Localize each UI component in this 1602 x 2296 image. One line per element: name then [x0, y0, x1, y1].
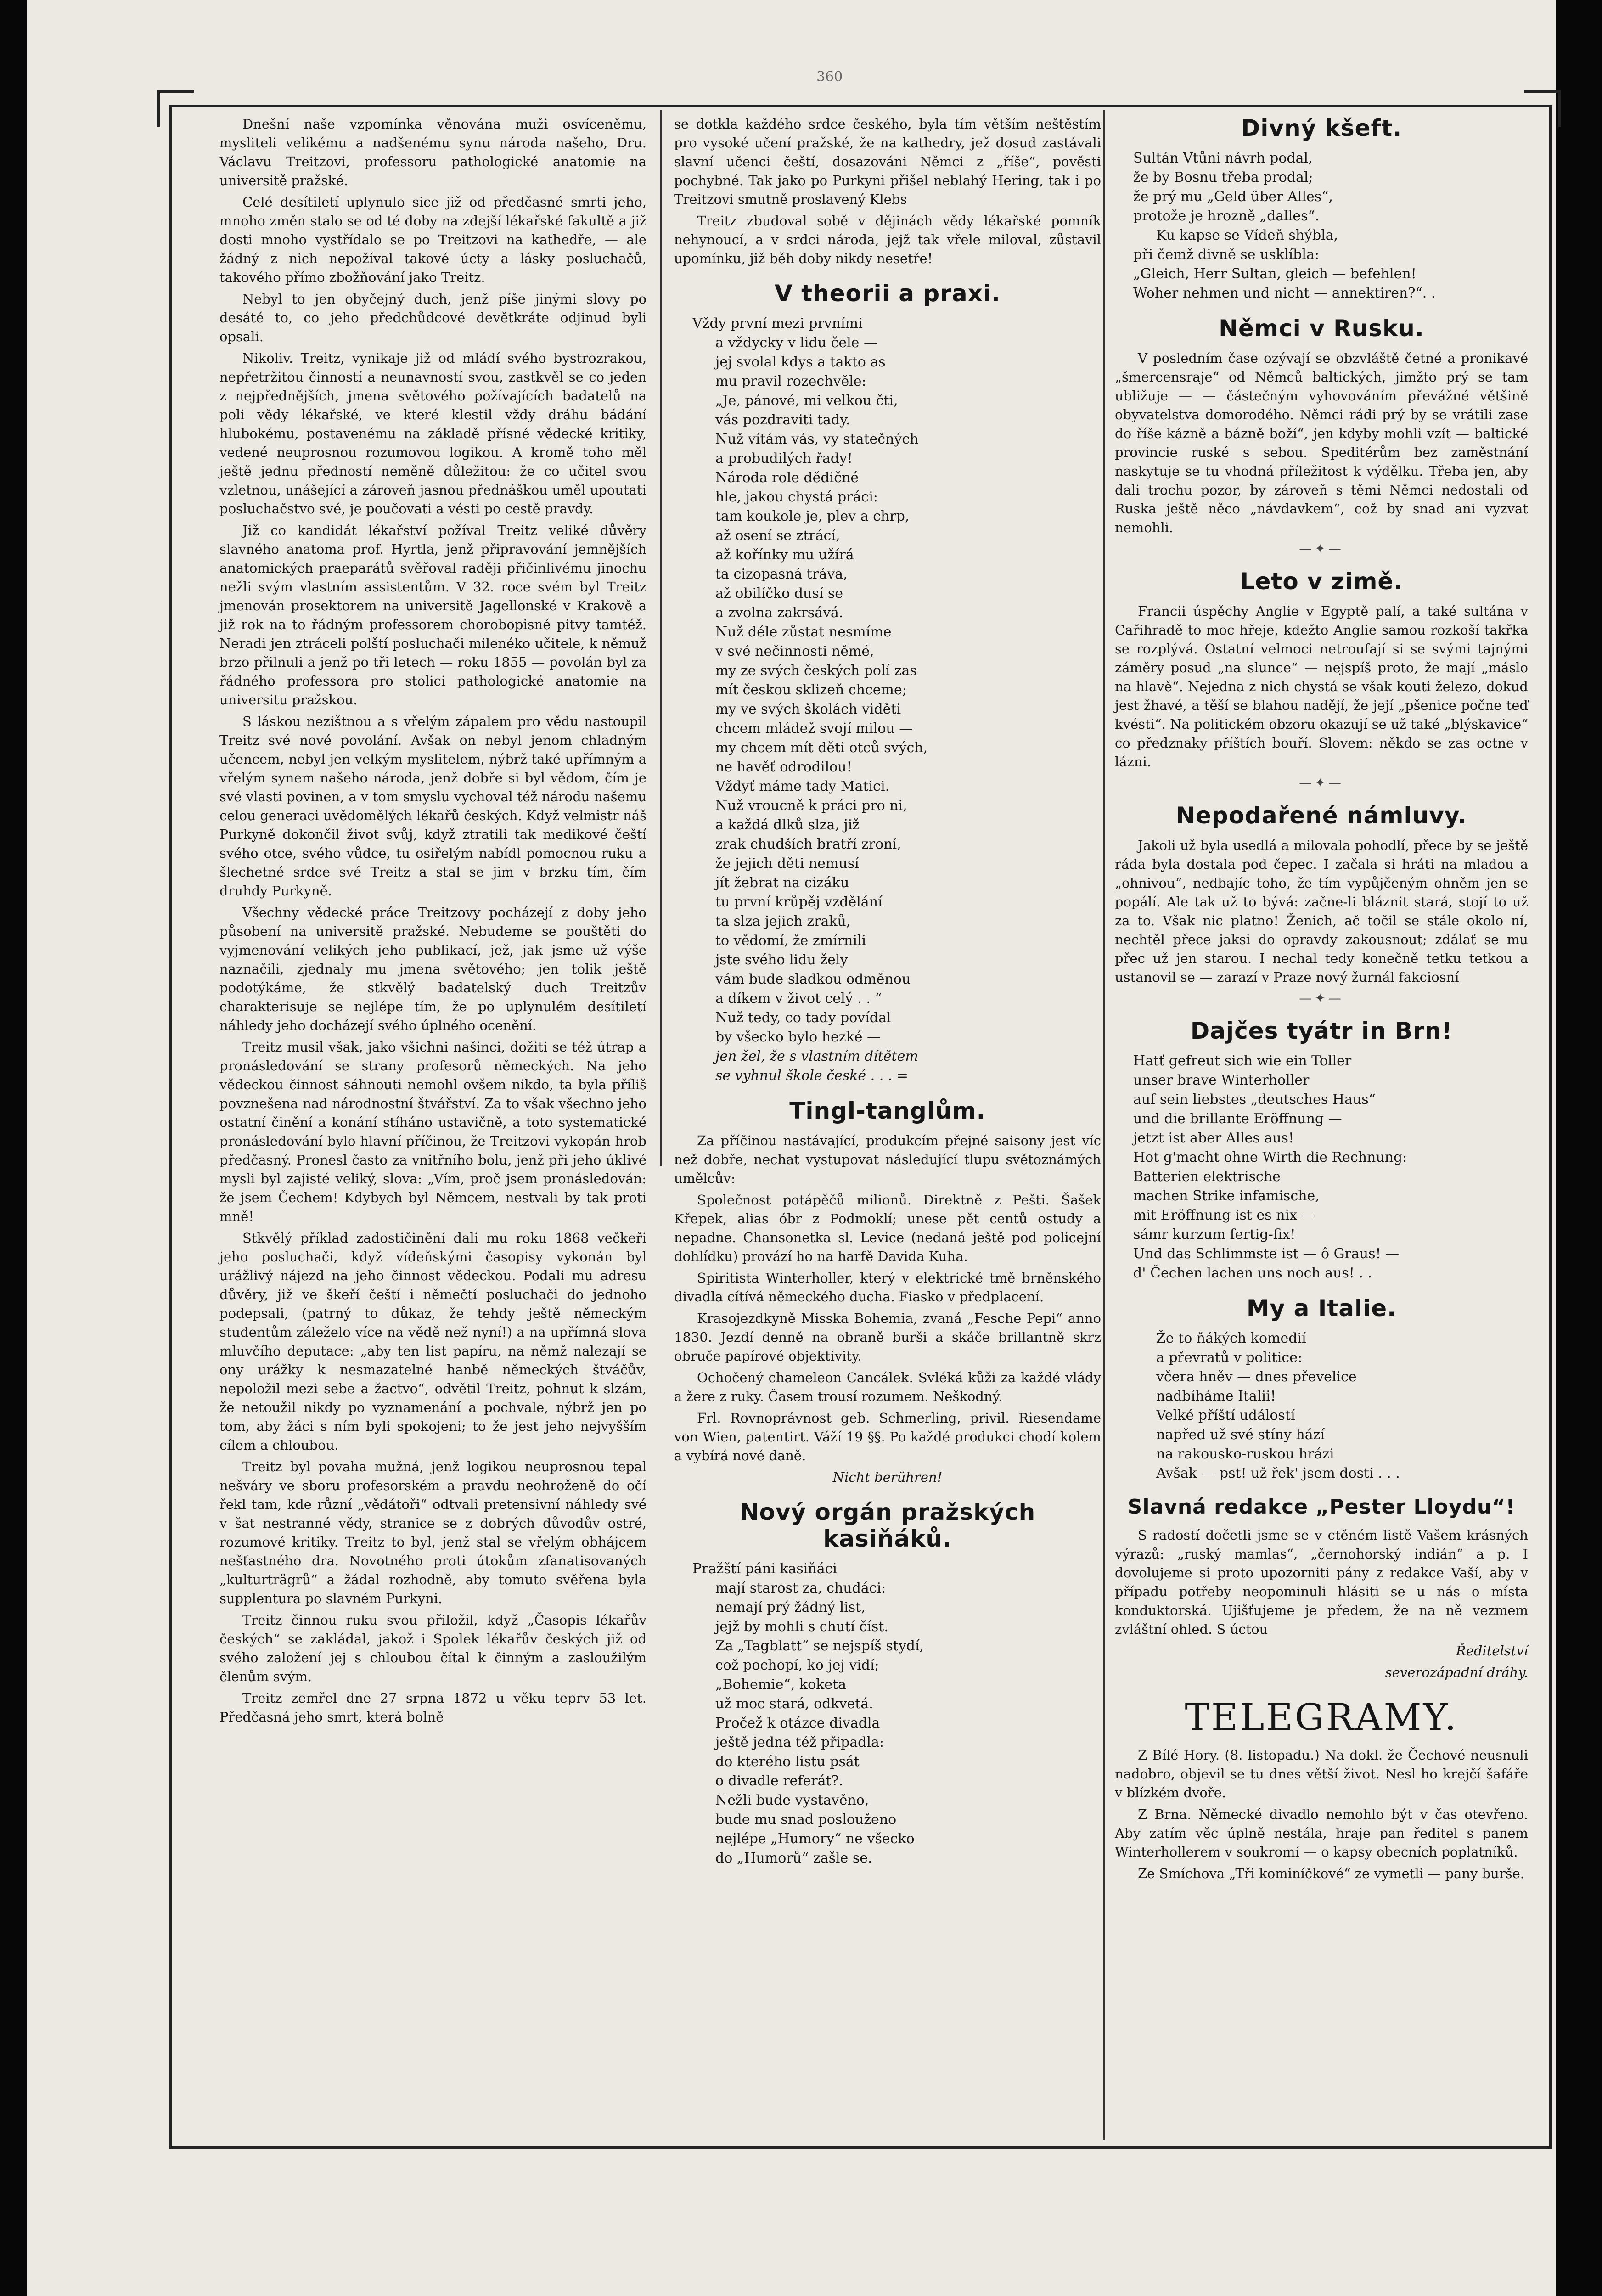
telegram-item: Ze Smíchova „Tři kominíčkové“ ze vymetli — pany burše.	[1138, 1866, 1524, 1881]
verse-line: Za „Tagblatt“ se nejspíš stydí,	[715, 1638, 924, 1654]
verse-line: Sultán Vtůni návrh podal,	[1133, 150, 1313, 166]
section-title-theory: V theorii a praxi.	[775, 280, 1001, 307]
verse-line: až osení se ztrácí,	[715, 528, 840, 544]
tingl-sign-off: Nicht berühren!	[832, 1469, 943, 1485]
frame-corner-ornament	[157, 90, 194, 127]
verse-line: by všecko bylo hezké —	[715, 1029, 881, 1045]
verse-line: Nežli bude vystavěno,	[715, 1792, 869, 1808]
verse-line: und die brillante Eröffnung —	[1133, 1111, 1342, 1127]
verse-line: Pročež k otázce divadla	[715, 1715, 880, 1731]
verse-line: Und das Schlimmste ist — ô Graus! —	[1133, 1246, 1400, 1262]
column-middle	[674, 115, 1101, 1868]
article-paragraph: Již co kandidát lékařství požíval Treitz veliké důvěry slavného anatoma prof. Hyrtla, jenž připravování jemnějších anatomických praeparátů svěřoval raději přičinlivému jinochu nežli svým vlastním assistentům. V 32. roce svém byl Treitz jmenován prosektorem na universitě Jagellonské v Krakově a již rok na to řádným professorem chorobopisné pitvy tamtéž. Neradi jen ztráceli polští posluchači milenéko učitele, k němuž brzo přilnuli a jenž po tři letech — roku 1855 — povolán byl za řádného professora pro stolici pathologické anatomie na universitu pražskou.	[219, 523, 646, 708]
verse-line: ne havěť odrodilou!	[715, 759, 852, 775]
article-paragraph: V posledním čase ozývají se obzvláště četné a pronikavé „šmercensraje“ od Němců baltických, jimžto prý se tam ubližuje — — částečným vyhovováním převážné většině obyvatelstva domorodého. Němci rádi prý by se vrátili zase do říše kázně a bázně boží“, jen kdyby mohli vzít — baltické provincie ruské s sebou. Speditérům bez zaměstnání naskytuje se tu vhodná příležitost k výdělku. Třeba jen, aby dali trochu pozor, by zároveň s těmi Němci nedostali od Ruska ještě něco „návdavkem“, což by snad ani vyzvat nemohli.	[1115, 350, 1528, 535]
signature-line: Ředitelství	[1456, 1643, 1528, 1659]
article-paragraph: Celé desítiletí uplynulo sice již od předčasné smrti jeho, mnoho změn stalo se od té doby na zdejší lékařské fakultě a již dosti mnoho vystřídalo se po Treitzovi na kathedře, — ale žádný z nich nepožíval takové úcty a lásky posluchačů, takového přímo zbožňování jako Treitz.	[219, 194, 646, 285]
verse-line: jít žebrat na cizáku	[715, 875, 849, 891]
column-right	[1115, 115, 1528, 1886]
verse-line: Pražští páni kasiňáci	[692, 1561, 837, 1577]
article-paragraph: Treitz činnou ruku svou přiložil, když „Časopis lékařův českých“ se zakládal, jakož i Spolek lékařův českých již od svého založení jej s chloubou čítal k činným a zasloužilým členům svým.	[219, 1612, 646, 1684]
page-number: 360	[816, 69, 843, 85]
verse-line: Nuž vítám vás, vy statečných	[715, 431, 919, 447]
verse-line: že prý mu „Geld über Alles“,	[1133, 189, 1333, 205]
section-title-dajces: Dajčes tyátr in Brn!	[1190, 1018, 1453, 1044]
verse-line: že by Bosnu třeba prodal;	[1133, 169, 1313, 186]
verse-line: už moc stará, odkvetá.	[715, 1696, 873, 1712]
poem-italie	[1115, 1329, 1528, 1483]
article-paragraph: S láskou nezištnou a s vřelým zápalem pro vědu nastoupil Treitz své nové povolání. Avšak on nebyl jenom chladným učencem, nebyl jen velkým myslitelem, nýbrž také upřímným a vřelým synem našeho národa, jenž dobře si byl vědom, čím je své vlasti povinen, a v tom smyslu vychoval též národu našemu celou generaci uvědomělých lékařů českých. Když velmistr náš Purkyně dokončil život svůj, když ztratili tak medikové čeští svého otce, svého vůdce, tu osiřelým nabídl pomocnou ruku a šlechetné srdce své Treitz a stal se jim v brzku tím, čím druhdy Purkyně.	[219, 714, 646, 899]
verse-line: na rakousko-ruskou hrázi	[1156, 1446, 1334, 1462]
ornament-divider: —✦—	[1299, 541, 1344, 556]
verse-line: mít českou sklizeň chceme;	[715, 682, 907, 698]
poem-theory	[674, 314, 1101, 1086]
frame-bottom-rule	[169, 2146, 1552, 2149]
verse-line: Woher nehmen und nicht — annektiren?“. .	[1133, 285, 1436, 301]
verse-line: do „Humorů“ zašle se.	[715, 1850, 872, 1866]
section-title-pester: Slavná redakce „Pester Lloydu“!	[1127, 1495, 1516, 1519]
verse-line: „Je, pánové, mi velkou čti,	[715, 393, 898, 409]
article-paragraph: Ochočený chameleon Cancálek. Svléká kůži za každé vlády a žere z ruky. Časem trousí rozumem. Neškodný.	[674, 1370, 1101, 1404]
verse-line: a každá dlků slza, již	[715, 817, 860, 833]
verse-line: ještě jedna též připadla:	[715, 1734, 884, 1750]
article-paragraph: Společnost potápěčů milionů. Direktně z Pešti. Šašek Křepek, alias óbr z Podmoklí; unese pět centů ostudy a nepadne. Chansonetka sl. Levice (nedaná ještě pod policejní dohlídku) provází ho na harfě Davida Kuha.	[674, 1192, 1101, 1264]
article-paragraph: Treitz musil však, jako všichni našinci, dožiti se též útrap a pronásledování se strany profesorů německých. Na jeho vědeckou činnost sáhnouti nemohl ovšem nikdo, ta byla příliš povznešena nad národnostní štvářství. Za to však všechno jeho ostatní činění a konání stíháno ustavičně, a toto systematické pronásledování bylo hlavní příčinou, že Treitzovi vykopán hrob předčasný. Pronesl často za vnitřního bolu, jenž při jeho úklivé mysli byl zajisté veliký, slova: „Vím, proč jsem pronásledován: že jsem Čechem! Kdybych byl Němcem, nestvali by tak proti mně!	[219, 1039, 646, 1224]
article-paragraph: Nikoliv. Treitz, vynikaje již od mládí svého bystrozrakou, nepřetržitou činností a neunavností svou, zastkvěl se co jeden z nejpřednějších, jmena světového požívajících badatelů na poli vědy lékařské, ve které klestil vždy dráhu bádání hlubokému, postavenému na základě přísné vědecké kritiky, vedené neuprosnou rozumovou logikou. A kromě toho měl ještě jednu předností neměně důležitou: že co učitel svou vzletnou, unášející a zároveň jasnou přednáškou uměl upoutati posluchačstvo své, je poučovati a vésti po cestě pravdy.	[219, 350, 646, 517]
verse-line: mu pravil rozechvěle:	[715, 373, 866, 389]
verse-line: my ze svých českých polí zas	[715, 663, 917, 679]
verse-line: Batterien elektrische	[1133, 1169, 1281, 1185]
article-paragraph: Za příčinou nastávající, produkcím přejné saisony jest víc než dobře, nechat vystupovat následující tlupu světoznámých umělcův:	[674, 1133, 1101, 1186]
article-continuation: Treitz zbudoval sobě v dějinách vědy lékařské pomník nehynoucí, a v srdci národa, jejž tak vřele miloval, zůstavil upomínku, již běh doby nikdy nesetře!	[674, 213, 1101, 266]
frame-left-rule	[169, 105, 172, 2148]
article-paragraph: Jakoli už byla usedlá a milovala pohodlí, přece by se ještě ráda byla dostala pod čepec. I začala si hráti na mladou a „ohnivou“, nedbajíc toho, že tím vypůjčeným ohněm jen se popálí. Ale tak už to bývá: začne-li bláznit stará, stojí to už za to. Však nic platno! Ženich, ač točil se stále okolo ní, nechtěl přece jaksi do opravdy zakousnout; zdálať se mu přec už jen starou. I nechal tedy konečně tetku tetkou a ustanovil se — zarazí v Praze nový žurnál fakciosní	[1115, 838, 1528, 985]
verse-line: Vždy první mezi prvními	[692, 315, 863, 332]
telegram-item: Z Bílé Hory. (8. listopadu.) Na dokl. že Čechové neusnuli nadobro, objevil se tu dnes větší život. Nesl ho krejčí šafáře v blízkém dvoře.	[1115, 1747, 1528, 1801]
poem-dajces	[1115, 1052, 1528, 1283]
verse-line: d' Čechen lachen uns noch aus! . .	[1133, 1265, 1372, 1281]
verse-line: Ku kapse se Vídeň shýbla,	[1156, 227, 1338, 243]
verse-line: mají starost za, chudáci:	[715, 1580, 886, 1596]
verse-line: hle, jakou chystá práci:	[715, 489, 878, 505]
section-title-divny: Divný kšeft.	[1241, 115, 1402, 141]
verse-line: machen Strike infamische,	[1133, 1188, 1320, 1204]
poem-organ	[674, 1559, 1101, 1868]
verse-line: a převratů v politice:	[1156, 1350, 1303, 1366]
verse-line: a vždycky v lidu čele —	[715, 335, 877, 351]
section-title-organ: Nový orgán pražských kasiňáků.	[739, 1499, 1036, 1552]
verse-line: Hot g'macht ohne Wirth die Rechnung:	[1133, 1149, 1407, 1165]
frame-right-rule	[1549, 105, 1552, 2148]
article-paragraph: Dnešní naše vzpomínka věnována muži osvíceněmu, mysliteli velikému a nadšenému synu národa našeho, Dru. Václavu Treitzovi, professoru pathologické anatomie na universitě pražské.	[219, 116, 646, 188]
verse-line: Nuž vroucně k práci pro ni,	[715, 798, 907, 814]
section-title-tingl: Tingl-tanglům.	[789, 1097, 986, 1124]
verse-line: Hatť gefreut sich wie ein Toller	[1133, 1053, 1352, 1069]
verse-line: auf sein liebstes „deutsches Haus“	[1133, 1092, 1376, 1108]
verse-line: my chcem mít děti otců svých,	[715, 740, 928, 756]
poem-divny	[1115, 149, 1528, 303]
article-paragraph: Francii úspěchy Anglie v Egyptě palí, a také sultána v Cařihradě to moc hřeje, kdežto Anglie samou rozkoší takřka se rozplývá. Ostatní velmoci netroufají si se svými tajnými záměry posud „na slunce“ — nejspíš proto, že mají „máslo na hlavě“. Nejedna z nich chystá se však kouti železo, dokud jest žhavé, a těší se blahou nadějí, že její „pšenice počne teď kvésti“. Na politickém obzoru okazují se už také „blýskavice“ co předznaky příštích bouří. Slovem: někdo se zas octne v lázni.	[1115, 603, 1528, 770]
verse-line: zrak chudších bratří zroní,	[715, 836, 901, 852]
article-paragraph: Treitz byl povaha mužná, jenž logikou neuprosnou tepal nešváry ve sboru profesorském a pravdu neohroženě do očí řekl tam, kde různí „vědátoři“ odtvali pretensivní náhledy své v šat nestranné vědy, stranice se z dobrých důvodův ostré, rozumové kritiky. Treitz to byl, jenž stal se vřelým obhájcem nešťastného dra. Novotného proti útokům zfanatisovaných „kulturträgrů“ a žádal rozhodně, aby tomuto svěřena byla supplentura po slavném Purkyni.	[219, 1459, 646, 1606]
verse-line: jejž by mohli s chutí číst.	[715, 1619, 888, 1635]
column-rule	[1103, 110, 1105, 2140]
verse-line: vás pozdraviti tady.	[715, 412, 850, 428]
verse-line: Nuž tedy, co tady povídal	[715, 1010, 891, 1026]
verse-line: včera hněv — dnes převelice	[1156, 1369, 1357, 1385]
article-paragraph: S radostí dočetli jsme se v ctěném listě Vašem krásných výrazů: „ruský mamlas“, „černohorský indián“ a p. I dovolujeme si proto upozorniti pány z redakce Vaší, aby v případu potřeby neopominuli hlásiti se u nás o místa konduktorská. Ujišťujeme je předem, že na ně vezmem zvláštní ohled. S úctou	[1115, 1527, 1528, 1637]
verse-line: „Gleich, Herr Sultan, gleich — befehlen!	[1133, 266, 1417, 282]
verse-line: v své nečinnosti němé,	[715, 643, 874, 659]
verse-line: se vyhnul škole české . . . =	[715, 1068, 908, 1084]
verse-line: což pochopí, ko jej vidí;	[715, 1657, 879, 1673]
newspaper-page	[27, 0, 1556, 2296]
article-paragraph: Frl. Rovnoprávnost geb. Schmerling, privil. Riesendame von Wien, patentirt. Váží 19 §§. Po každé produkci chodí kolem a vybírá nové daně.	[674, 1410, 1101, 1463]
verse-line: tu první krůpěj vzdělání	[715, 894, 883, 910]
verse-line: jej svolal kdys a takto as	[715, 354, 886, 370]
ornament-divider: —✦—	[1299, 990, 1344, 1006]
verse-line: až kořínky mu užírá	[715, 547, 854, 563]
article-paragraph: Krasojezdkyně Misska Bohemia, zvaná „Fesche Pepi“ anno 1830. Jezdí denně na obraně burši a skáče brillantně skrz obruče papírové objektivity.	[674, 1311, 1101, 1364]
verse-line: nemají prý žádný list,	[715, 1599, 866, 1615]
verse-line: vám bude sladkou odměnou	[715, 971, 911, 987]
verse-line: unser brave Winterholler	[1133, 1072, 1310, 1088]
verse-line: „Bohemie“, koketa	[715, 1677, 847, 1693]
verse-line: jetzt ist aber Alles aus!	[1133, 1130, 1294, 1146]
verse-line: mit Eröffnung ist es nix —	[1133, 1207, 1315, 1223]
verse-line: Že to ňákých komedií	[1156, 1330, 1306, 1346]
column-rule	[660, 110, 662, 1166]
verse-line: do kterého listu psát	[715, 1754, 860, 1770]
column-treitz-article	[219, 115, 646, 1729]
verse-line: a probudilých řady!	[715, 450, 853, 467]
article-paragraph: Stkvělý příklad zadostičinění dali mu roku 1868 večkeři jeho posluchači, když vídeňskými časopisy vykonán byl urážlivý nájezd na jeho činnost vědeckou. Podali mu adresu důvěry, již ve škeří čeští i němečtí posluchači do jednoho podepsali, (patrný to důkaz, že tehdy ještě německým studentům záleželo více na vědě než nyní!) a na upřímná slova mluvčího deputace: „aby ten list papíru, na němž nalezají se ony urážky k nesmazatelné hanbě německých štváčův, nepoložil mezi sebe a žactvo“, odvětil Treitz, pohnut k slzám, že netoužil nikdy po vyznamenání a pochvale, nýbrž jen po tom, aby žáci s ním byli spokojeni; to že jest jeho nejvyšším cílem a chloubou.	[219, 1230, 646, 1453]
verse-line: až obilíčko dusí se	[715, 585, 843, 602]
verse-line: ta cizopasná tráva,	[715, 566, 848, 582]
signature-line: severozápadní dráhy.	[1385, 1665, 1528, 1680]
verse-line: že jejich děti nemusí	[715, 855, 859, 872]
verse-line: bude mu snad poslouženo	[715, 1812, 897, 1828]
verse-line: chcem mládež svojí milou —	[715, 720, 913, 737]
article-paragraph: Spiritista Winterholler, který v elektrické tmě brněnského divadla cítívá německého ducha. Fiasko v předplacení.	[674, 1270, 1101, 1305]
verse-line: protože je hrozně „dalles“.	[1133, 208, 1320, 224]
article-paragraph: Nebyl to jen obyčejný duch, jenž píše jinými slovy po desáté to, co jeho předchůdcové devětkráte odjinud byli opsali.	[219, 291, 646, 344]
verse-line: nadbíháme Italii!	[1156, 1388, 1276, 1404]
section-title-leto: Leto v zimě.	[1240, 568, 1403, 595]
verse-line: Velké příští událostí	[1156, 1407, 1295, 1424]
frame-corner-ornament	[1524, 90, 1561, 127]
verse-line: Avšak — pst! už řek' jsem dosti . . .	[1156, 1465, 1400, 1481]
verse-line: jste svého lidu žely	[715, 952, 848, 968]
telegram-item: Z Brna. Německé divadlo nemohlo být v čas otevřeno. Aby zatím věc úplně nestála, hraje pan ředitel s panem Winterhollerem v soukromí — o kapsy obecních poplatníků.	[1115, 1806, 1528, 1860]
verse-line: a zvolna zakrsává.	[715, 605, 843, 621]
verse-line: to vědomí, že zmírnili	[715, 933, 866, 949]
verse-line: o divadle referát?.	[715, 1773, 843, 1789]
section-title-nepodarene: Nepodařené námluvy.	[1176, 802, 1467, 829]
verse-line: napřed už své stíny hází	[1156, 1427, 1325, 1443]
verse-line: při čemž divně se usklíbla:	[1133, 247, 1319, 263]
section-title-italie: My a Italie.	[1246, 1295, 1397, 1322]
section-title-nemci: Němci v Rusku.	[1219, 315, 1424, 342]
frame-top-rule	[169, 105, 1551, 107]
ornament-divider: —✦—	[1299, 775, 1344, 790]
article-paragraph: Všechny vědecké práce Treitzovy pocházejí z doby jeho působení na universitě pražské. Nebudeme se pouštěti do vyjmenování velikých jeho publikací, jež, jak jsme už výše naznačili, zjednaly mu jmena světového; jen tolik ještě podotýkáme, že stkvělý badatelský duch Treitzův charakterisuje se nejlépe tím, že po uplynulém desítiletí náhledy jeho docházejí svého úplného ocenění.	[219, 905, 646, 1033]
verse-line: Národa role dědičné	[715, 470, 859, 486]
verse-line: Vždyť máme tady Matici.	[715, 778, 890, 794]
verse-line: ta slza jejich zraků,	[715, 913, 851, 929]
verse-line: my ve svých školách viděti	[715, 701, 901, 717]
verse-line: a díkem v život celý . . “	[715, 990, 882, 1007]
verse-line: sámr kurzum fertig-fix!	[1133, 1227, 1296, 1243]
verse-line: nejlépe „Humory“ ne všecko	[715, 1831, 915, 1847]
article-paragraph: Treitz zemřel dne 27 srpna 1872 u věku teprv 53 let. Předčasná jeho smrt, která bolně	[219, 1690, 646, 1725]
section-title-telegramy: TELEGRAMY.	[1185, 1696, 1458, 1739]
article-continuation: se dotkla každého srdce českého, byla tím větším neštěstím pro vysoké učení pražské, že na kathedry, jež dosud zastávali slavní učenci čeští, dosazováni Němci z „říše“, pověsti pochybné. Tak jako po Purkyni přišel neblahý Hering, tak i po Treitzovi smutně proslavený Klebs	[674, 116, 1101, 207]
verse-line: jen žel, že s vlastním dítětem	[715, 1048, 918, 1064]
verse-line: Nuž déle zůstat nesmíme	[715, 624, 892, 640]
verse-line: tam koukole je, plev a chrp,	[715, 508, 910, 524]
